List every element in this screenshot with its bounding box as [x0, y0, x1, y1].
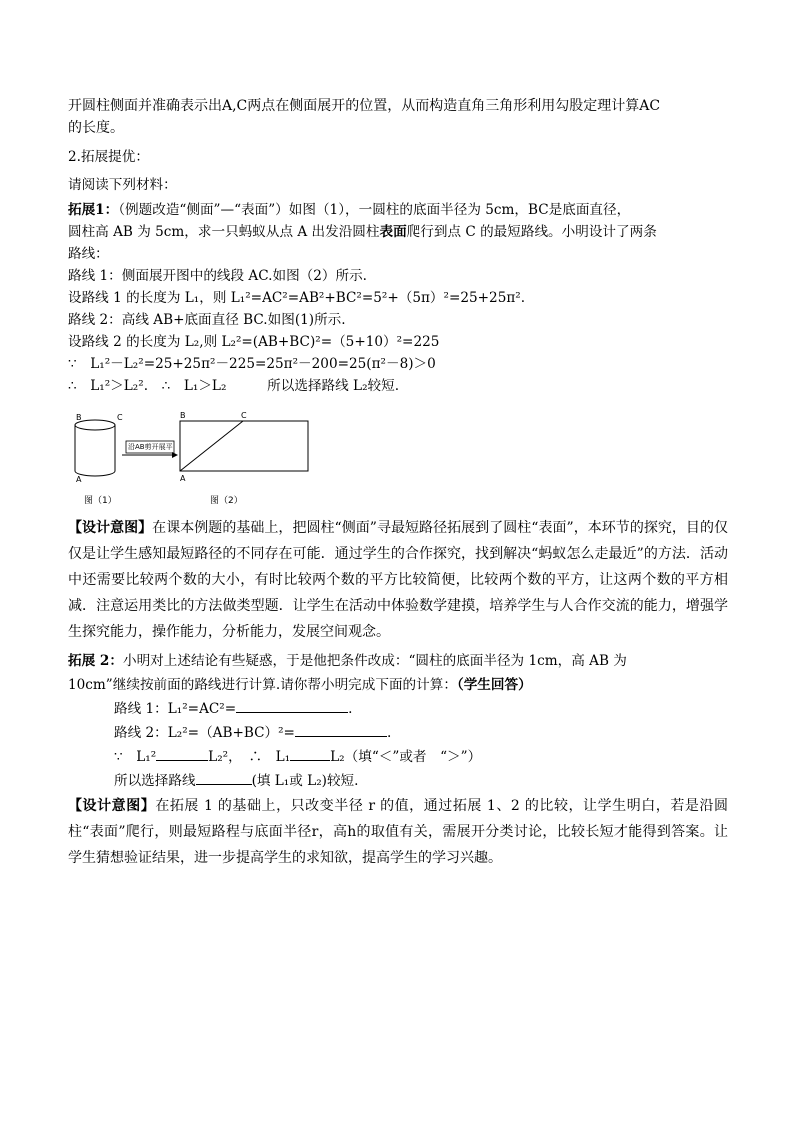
- read-prompt: 请阅读下列材料：: [68, 177, 177, 193]
- intro-line-1: 开圆柱侧面并准确表示出A,C两点在侧面展开的位置，从而构造直角三角形利用勾股定理计算AC: [68, 98, 661, 114]
- ext2-choose-a: 所以选择路线: [114, 773, 196, 789]
- design-intent-1-label: 【设计意图】: [68, 520, 153, 536]
- arrow-text: 沿AB剪开展平: [128, 443, 173, 451]
- ext2-choose: [68, 769, 728, 793]
- ext1-compare-2: ∴ L₁²＞L₂². ∴ L₁＞L₂ 所以选择路线 L₂较短.: [68, 378, 400, 394]
- ext1-line-2: [68, 221, 728, 243]
- ext2-choose-b: (填 L₁或 L₂)较短.: [251, 773, 359, 789]
- unfolded-rectangle: [180, 421, 308, 471]
- ext1-route-1-calc: 设路线 1 的长度为 L₁，则 L₁²=AC²=AB²+BC²=5²+（5π）²=25+25π².: [68, 290, 526, 306]
- ext2-compare: [68, 745, 728, 769]
- ext2-label: 拓展 2：: [68, 653, 123, 669]
- ext1-text-1: （例题改造“侧面”—“表面”）如图（1），一圆柱的底面半径为 5cm，BC是底面直径，: [118, 202, 631, 218]
- ext1-compare-1: ∵ L₁²－L₂²=25+25π²－225=25π²－200=25(π²－8)＞0: [68, 356, 436, 372]
- ext2-student-answer: （学生回答）: [456, 677, 532, 693]
- fig1-label-b: B: [76, 413, 82, 422]
- ext2-compare-b: L₂²， ∴ L₁: [208, 749, 291, 765]
- ext1-text-2b: 爬行到点 C 的最短路线。小明设计了两条: [406, 224, 657, 240]
- ext1-label: 拓展1：: [68, 202, 119, 218]
- ext1-route-1: 路线 1：侧面展开图中的线段 AC.如图（2）所示.: [68, 268, 368, 284]
- blank-route-1: [236, 699, 348, 713]
- design-intent-2: [68, 793, 728, 871]
- design-intent-1: [68, 515, 728, 645]
- intro-line-2: 的长度。: [68, 119, 124, 136]
- ext2-route-2: 路线 2：L₂²=（AB+BC）²= .: [114, 725, 392, 741]
- fig2-caption: 图（2）: [210, 496, 243, 506]
- cylinder-figure: [68, 411, 728, 511]
- design-intent-2-text: 在拓展 1 的基础上，只改变半径 r 的值，通过拓展 1、2 的比较，让学生明白，若是沿圆柱“表面”爬行，则最短路程与底面半径r，高h的取值有关，需展开分类讨论，比较长短才能得到答案。让学生猜想验证结果，进一步提高学生的求知欲，提高学生的学习兴趣。: [68, 798, 728, 866]
- blank-compare-2: [290, 747, 330, 761]
- ext2-line-1: [68, 649, 728, 673]
- fig1-label-c: C: [117, 413, 123, 422]
- ext2-route-1-text: 路线 1：L₁²=AC²=: [114, 701, 237, 717]
- fig1-caption: 图（1）: [84, 496, 117, 506]
- fig2-label-c: C: [241, 411, 247, 420]
- fig1-label-a: A: [76, 475, 82, 484]
- fig2-label-a: A: [180, 474, 186, 483]
- blank-route-2: [295, 723, 387, 737]
- ext2-line-2: [68, 673, 728, 697]
- ext1-route-2: 路线 2：高线 AB+底面直径 BC.如图(1)所示.: [68, 312, 346, 328]
- arrow-head: [172, 452, 178, 458]
- ext2-route-2-text: 路线 2：L₂²=（AB+BC）²=: [114, 725, 295, 741]
- ext2-route-1: 路线 1：L₁²=AC²= .: [114, 701, 353, 717]
- ext1-line-3: 路线：: [68, 246, 109, 262]
- ext1-text-2a: 圆柱高 AB 为 5cm，求一只蚂蚁从点 A 出发沿圆柱: [68, 224, 380, 240]
- ext1-line-1: [68, 199, 728, 221]
- ext2-text-2: 10cm”继续按前面的路线进行计算.请你帮小明完成下面的计算：: [68, 677, 457, 693]
- ext2-text-1: 小明对上述结论有些疑惑，于是他把条件改成：“圆柱的底面半径为 1cm，高 AB 为: [122, 653, 627, 669]
- fig2-label-b: B: [180, 411, 186, 420]
- ext2-compare-c: L₂（填“＜”或者 “＞”）: [330, 749, 482, 765]
- document-page: [68, 96, 728, 871]
- ext1-route-2-calc: 设路线 2 的长度为 L₂,则 L₂²=(AB+BC)²=（5+10）²=225: [68, 334, 440, 350]
- blank-choose: [196, 771, 252, 785]
- ext2-compare-a: ∵ L₁²: [114, 749, 157, 765]
- design-intent-1-text: 在课本例题的基础上，把圆柱“侧面”寻最短路径拓展到了圆柱“表面”，本环节的探究，目的仅仅是让学生感知最短路径的不同存在可能．通过学生的合作探究，找到解决“蚂蚁怎么走最近”的方法．活动中还需要比较两个数的大小，有时比较两个数的平方比较简便，比较两个数的平方，让这两个数的平方相减．注意运用类比的方法做类型题．让学生在活动中体验数学建摸，培养学生与人合作交流的能力，增强学生探究能力，操作能力，分析能力，发展空间观念。: [68, 520, 728, 640]
- design-intent-2-label: 【设计意图】: [68, 798, 156, 814]
- ext1-text-bold: 表面: [379, 224, 407, 240]
- blank-compare-1: [156, 747, 208, 761]
- unfolded-diagonal: [180, 421, 243, 471]
- section-title: 2.拓展提优：: [68, 149, 149, 165]
